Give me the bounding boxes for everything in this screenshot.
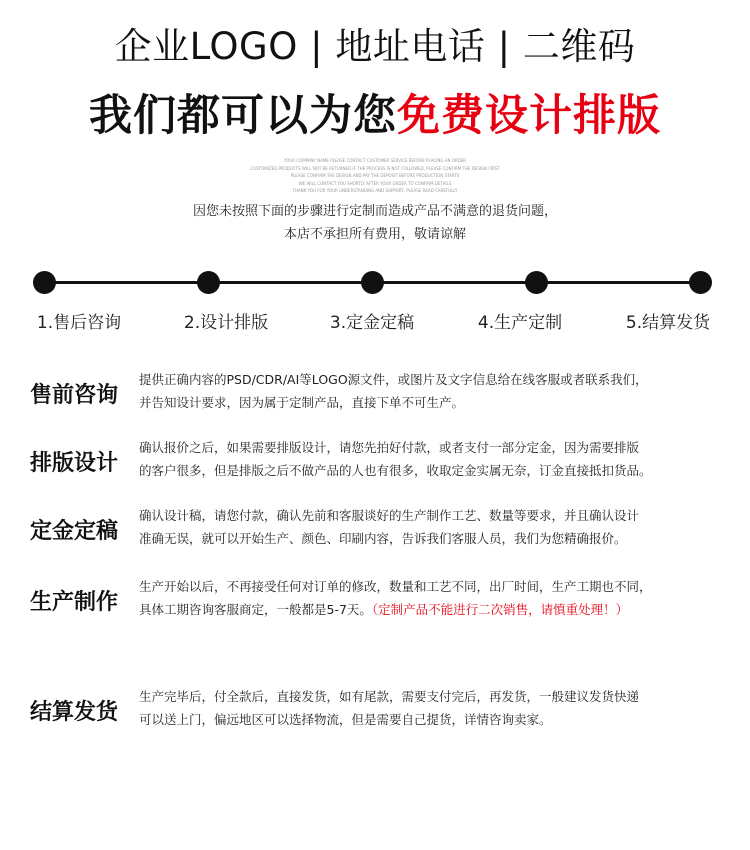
step-label-2: 2.设计排版: [183, 313, 269, 333]
step-label-1: 1.售后咨询: [36, 313, 122, 333]
notice-line-2: 本店不承担所有费用，敬请谅解: [283, 227, 466, 242]
step-label-4: 4.生产定制: [477, 313, 563, 333]
section-title: 生产制作: [30, 590, 119, 615]
step-dot-1: [33, 271, 56, 294]
section-body: [139, 368, 724, 414]
step-dot-2: [197, 271, 220, 294]
process-timeline: [0, 262, 750, 342]
notice-line-1: 因您未按照下面的步骤进行定制而造成产品不满意的退货问题，: [192, 204, 557, 219]
fine-print-line: THANK YOU FOR YOUR UNDERSTANDING AND SUPPORT, PLEASE READ CAREFULLY: [292, 188, 458, 193]
fine-print-line: YOUR COMPANY NAME PLEASE CONTACT CUSTOMER SERVICE BEFORE PLACING AN ORDER: [283, 158, 467, 163]
section-body-line: 生产完毕后，付全款后，直接发货，如有尾款，需要支付完后，再发货，一般建议发货快递: [139, 689, 640, 704]
resale-warning: （定制产品不能进行二次销售，请慎重处理！）: [371, 602, 629, 617]
step-dot-4: [525, 271, 548, 294]
headline: [0, 88, 750, 144]
section-body-line: 准确无误，就可以开始生产、颜色、印刷内容，告诉我们客服人员，我们为您精确报价。: [139, 531, 627, 546]
section-body-line: 并告知设计要求，因为属于定制产品，直接下单不可生产。: [139, 395, 465, 410]
refund-notice: [0, 200, 750, 246]
section-body-line: 可以送上门，偏远地区可以选择物流，但是需要自己提货，详情咨询卖家。: [139, 712, 552, 727]
section-body: [139, 504, 724, 550]
step-dot-3: [361, 271, 384, 294]
section-body: [139, 575, 724, 621]
section-title: 排版设计: [30, 451, 119, 476]
section-body: [139, 436, 724, 482]
section-body-line: 确认报价之后，如果需要排版设计，请您先拍好付款，或者支付一部分定金，因为需要排版: [139, 440, 640, 455]
section-body-line: 生产开始以后，不再接受任何对订单的修改，数量和工艺不同，出厂时间，生产工期也不同，: [139, 579, 652, 594]
headline-accent: 免费设计排版: [397, 91, 661, 141]
step-dot-5: [689, 271, 712, 294]
section-body-line: [139, 598, 724, 621]
headline-main: 我们都可以为您: [89, 91, 397, 141]
section-title: 定金定稿: [30, 519, 119, 544]
section-body-line: 确认设计稿，请您付款，确认先前和客服谈好的生产制作工艺、数量等要求，并且确认设计: [139, 508, 640, 523]
header-contact-line: 企业LOGO | 地址电话 | 二维码: [114, 25, 636, 68]
fine-print-line: CUSTOMIZED PRODUCTS WILL NOT BE RETURNED IF THE PROCESS IS NOT FOLLOWED, PLEASE CONFIRM THE DESIGN FIRST: [250, 165, 500, 171]
section-body-line: 提供正确内容的PSD/CDR/AI等LOGO源文件，或图片及文字信息给在线客服或者联系我们，: [139, 372, 648, 387]
section-title: 售前咨询: [30, 383, 119, 408]
section-body-text: 具体工期咨询客服商定，一般都是5-7天。: [139, 602, 372, 617]
section-body-line: 的客户很多，但是排版之后不做产品的人也有很多，收取定金实属无奈，订金直接抵扣货品。: [139, 463, 652, 478]
fine-print-line: PLEASE CONFIRM THE DESIGN AND PAY THE DEPOSIT BEFORE PRODUCTION STARTS: [290, 173, 460, 178]
section-body: [139, 685, 724, 731]
fine-print-block: [200, 157, 550, 195]
section-title: 结算发货: [30, 700, 119, 725]
step-label-3: 3.定金定稿: [329, 313, 415, 333]
step-label-5: 5.结算发货: [625, 313, 711, 333]
fine-print-line: WE WILL CONTACT YOU SHORTLY AFTER YOUR ORDER TO CONFIRM DETAILS: [298, 180, 452, 186]
